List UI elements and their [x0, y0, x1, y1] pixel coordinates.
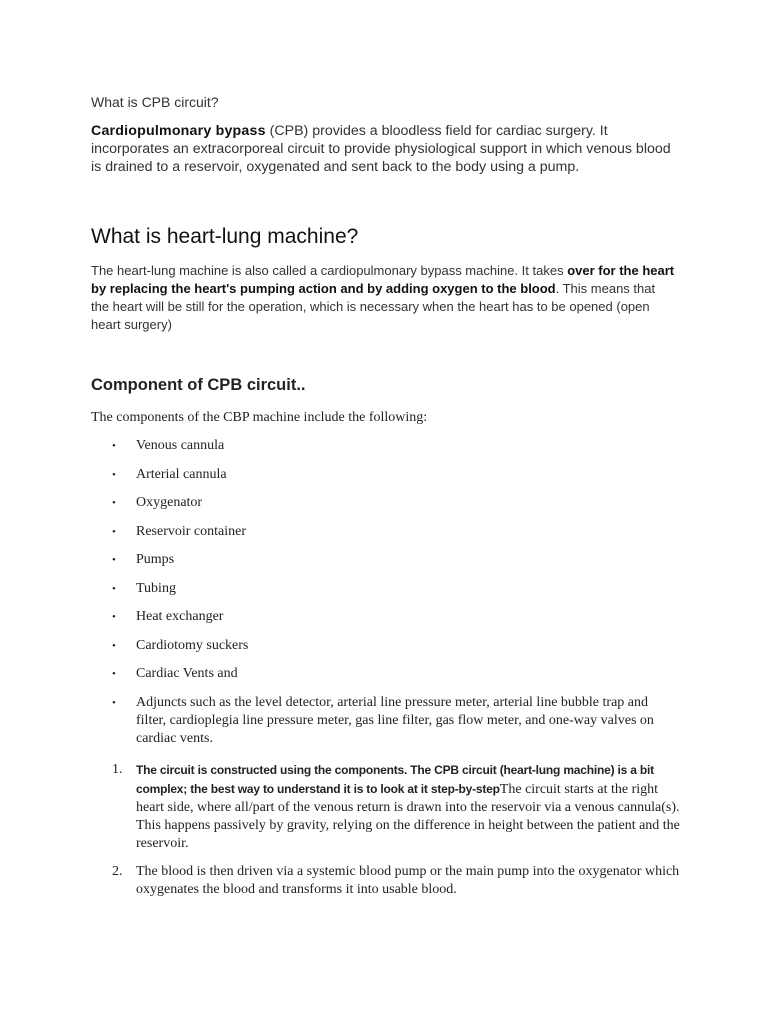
component-label: Tubing — [136, 580, 176, 596]
bullet-icon: • — [112, 525, 116, 538]
heart-lung-heading: What is heart-lung machine? — [91, 225, 359, 248]
component-label: Cardiotomy suckers — [136, 637, 249, 653]
bullet-icon: • — [112, 611, 116, 623]
component-label: Pumps — [136, 552, 175, 567]
list-item — [91, 437, 681, 455]
heart-lung-paragraph — [91, 262, 676, 334]
list-item — [91, 761, 681, 853]
component-label: Venous cannula — [136, 438, 225, 453]
step-lead-text: The circuit is constructed using the components. The CPB circuit (heart-lung machine) is a bit complex; the best way to understand it is to look at it step-by-step — [136, 763, 654, 796]
circuit-steps-list — [91, 761, 681, 909]
list-item — [91, 694, 681, 748]
bullet-icon: • — [112, 497, 116, 509]
list-item — [91, 494, 681, 512]
bullet-icon: • — [112, 554, 116, 566]
bullet-icon: • — [112, 582, 116, 595]
heart-lung-text-after: . This means that the heart will be still for the operation, which is necessary when the heart has to be opened (open heart surgery) — [91, 281, 656, 332]
step-text: The circuit starts at the right heart side, where all/part of the venous return is drawn into the reservoir via a venous cannula(s). This happens passively by gravity, relying on the difference in height between the patient and the reservoir. — [136, 782, 680, 851]
component-label: Oxygenator — [136, 495, 203, 510]
bullet-icon: • — [112, 639, 116, 652]
heart-lung-text-before: The heart-lung machine is also called a cardiopulmonary bypass machine. It takes — [91, 263, 568, 278]
list-item — [91, 863, 681, 899]
components-intro: The components of the CBP machine include the following: — [91, 410, 428, 425]
list-item — [91, 523, 681, 541]
step-number: 2. — [112, 864, 123, 879]
list-item — [91, 608, 681, 626]
heart-lung-bold-text: over for the heart by replacing the heart's pumping action and by adding oxygen to the blood — [91, 263, 675, 296]
cpb-term: Cardiopulmonary bypass — [91, 123, 266, 139]
list-item — [91, 551, 681, 569]
cpb-definition-text: (CPB) provides a bloodless field for cardiac surgery. It incorporates an extracorporeal circuit to provide physiological support in which venous blood is drained to a reservoir, oxygenated and sent back to the body using a pump. — [91, 123, 671, 175]
bullet-icon: • — [112, 668, 116, 680]
step-number: 1. — [112, 762, 123, 777]
list-item — [91, 580, 681, 598]
list-item — [91, 637, 681, 655]
component-label: Adjuncts such as the level detector, arterial line pressure meter, arterial line bubble trap and filter, cardioplegia line pressure meter, gas line filter, gas flow meter, and one-way valves on cardiac vents. — [136, 694, 654, 746]
bullet-icon: • — [112, 468, 116, 481]
component-label: Arterial cannula — [136, 466, 227, 482]
components-list — [91, 437, 681, 748]
list-item — [91, 466, 681, 484]
components-heading: Component of CPB circuit.. — [91, 376, 306, 394]
component-label: Reservoir container — [136, 523, 247, 539]
list-item — [91, 665, 681, 683]
cpb-question: What is CPB circuit? — [91, 94, 219, 110]
component-label: Heat exchanger — [136, 609, 224, 624]
component-label: Cardiac Vents and — [136, 666, 238, 681]
step-text: The blood is then driven via a systemic blood pump or the main pump into the oxygenator which oxygenates the blood and transforms it into usable blood. — [136, 864, 680, 897]
bullet-icon: • — [112, 696, 116, 709]
cpb-definition-paragraph — [91, 122, 676, 176]
bullet-icon: • — [112, 440, 116, 452]
